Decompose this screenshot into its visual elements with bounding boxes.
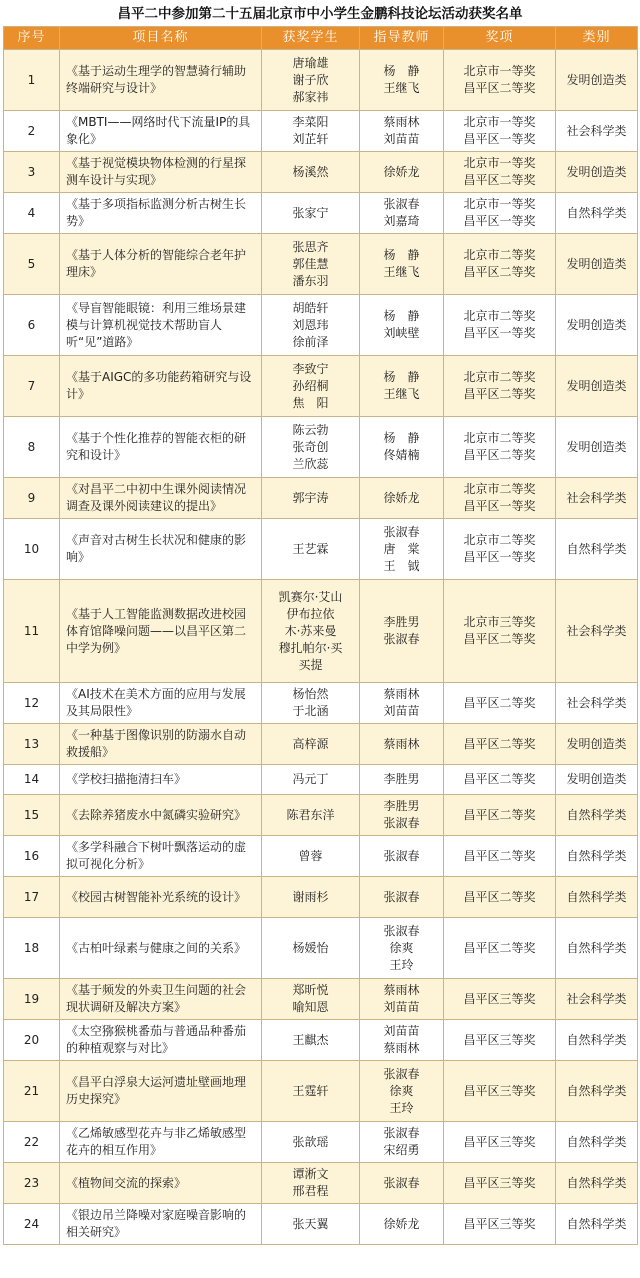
cell-awards	[444, 417, 556, 478]
cell-category: 发明创造类	[556, 765, 638, 795]
award-item: 昌平区一等奖	[463, 132, 536, 146]
cell-project: 《声音对古树生长状况和健康的影响》	[60, 519, 262, 580]
award-item: 昌平区二等奖	[463, 736, 536, 751]
award-table	[3, 26, 638, 1245]
student-name: 陈云勃	[292, 422, 329, 437]
cell-category: 发明创造类	[556, 234, 638, 295]
cell-project: 《多学科融合下树叶飘落运动的虚拟可视化分析》	[60, 836, 262, 877]
student-name: 杨溪然	[292, 164, 329, 179]
table-row	[4, 193, 638, 234]
cell-teachers	[360, 111, 444, 152]
student-name: 王麒杰	[292, 1032, 329, 1047]
cell-students	[262, 724, 360, 765]
award-item: 北京市二等奖	[463, 309, 536, 323]
teacher-name: 徐娇龙	[383, 164, 420, 179]
student-name: 杨怡然	[292, 687, 329, 701]
cell-no: 21	[4, 1061, 60, 1122]
student-name: 杨媛怡	[292, 940, 329, 955]
cell-category: 发明创造类	[556, 356, 638, 417]
teacher-name: 王玲	[389, 957, 414, 972]
award-item: 北京市三等奖	[463, 615, 536, 629]
award-item: 昌平区二等奖	[463, 772, 536, 786]
award-item: 昌平区二等奖	[463, 265, 536, 279]
cell-teachers	[360, 795, 444, 836]
cell-no: 9	[4, 478, 60, 519]
award-item: 北京市二等奖	[463, 431, 536, 445]
cell-students	[262, 111, 360, 152]
cell-no: 15	[4, 795, 60, 836]
award-item: 昌平区一等奖	[463, 326, 536, 340]
teacher-name: 张淑春	[383, 524, 420, 539]
cell-teachers	[360, 234, 444, 295]
student-name: 张歆瑶	[292, 1134, 329, 1149]
cell-category: 社会科学类	[556, 111, 638, 152]
cell-project: 《基于多项指标监测分析古树生长势》	[60, 193, 262, 234]
cell-awards	[444, 683, 556, 724]
table-row	[4, 1122, 638, 1163]
cell-teachers	[360, 1204, 444, 1245]
award-item: 北京市二等奖	[463, 248, 536, 262]
student-name: 郭佳慧	[292, 256, 329, 271]
student-name: 谢子欣	[292, 72, 329, 87]
student-name: 张思齐	[292, 239, 329, 254]
cell-category: 自然科学类	[556, 1020, 638, 1061]
cell-teachers	[360, 580, 444, 683]
cell-no: 10	[4, 519, 60, 580]
award-item: 昌平区二等奖	[463, 889, 536, 904]
teacher-name: 蔡雨林	[383, 115, 420, 129]
cell-project: 《对昌平二中初中生课外阅读情况调查及课外阅读建议的提出》	[60, 478, 262, 519]
student-name: 徐前泽	[292, 334, 329, 349]
student-name: 王霆轩	[292, 1083, 329, 1098]
cell-no: 13	[4, 724, 60, 765]
cell-awards	[444, 234, 556, 295]
table-row	[4, 519, 638, 580]
student-name: 潘东羽	[292, 273, 329, 288]
cell-no: 2	[4, 111, 60, 152]
teacher-name: 蔡雨林	[383, 983, 420, 997]
table-row	[4, 1204, 638, 1245]
cell-project: 《古柏叶绿素与健康之间的关系》	[60, 918, 262, 979]
cell-project: 《基于个性化推荐的智能衣柜的研究和设计》	[60, 417, 262, 478]
cell-category: 自然科学类	[556, 193, 638, 234]
student-name: 张天翼	[292, 1216, 329, 1231]
cell-project: 《AI技术在美术方面的应用与发展及其局限性》	[60, 683, 262, 724]
cell-teachers	[360, 519, 444, 580]
award-item: 昌平区一等奖	[463, 550, 536, 564]
cell-category: 发明创造类	[556, 50, 638, 111]
cell-no: 1	[4, 50, 60, 111]
header-no: 序号	[4, 27, 60, 50]
cell-teachers	[360, 979, 444, 1020]
cell-category: 自然科学类	[556, 918, 638, 979]
cell-category: 自然科学类	[556, 795, 638, 836]
teacher-name: 蔡雨林	[383, 1041, 420, 1055]
table-row	[4, 356, 638, 417]
award-item: 北京市二等奖	[463, 533, 536, 547]
teacher-name: 宋绍勇	[383, 1143, 420, 1157]
table-row	[4, 478, 638, 519]
cell-awards	[444, 152, 556, 193]
table-row	[4, 50, 638, 111]
cell-teachers	[360, 478, 444, 519]
cell-students	[262, 918, 360, 979]
student-name: 凯赛尔·艾山	[278, 589, 343, 604]
teacher-name: 徐爽	[389, 1083, 414, 1098]
student-name: 郭宇涛	[292, 490, 329, 505]
cell-project: 《基于频发的外卖卫生问题的社会现状调研及解决方案》	[60, 979, 262, 1020]
award-item: 昌平区二等奖	[463, 695, 536, 710]
cell-no: 14	[4, 765, 60, 795]
cell-awards	[444, 193, 556, 234]
teacher-name: 王继飞	[383, 387, 420, 401]
cell-project: 《植物间交流的探索》	[60, 1163, 262, 1204]
table-row	[4, 234, 638, 295]
teacher-name: 张淑春	[383, 923, 420, 938]
cell-awards	[444, 1163, 556, 1204]
cell-teachers	[360, 356, 444, 417]
teacher-name: 徐爽	[389, 940, 414, 955]
table-row	[4, 295, 638, 356]
cell-no: 3	[4, 152, 60, 193]
cell-teachers	[360, 1020, 444, 1061]
award-item: 北京市二等奖	[463, 482, 536, 496]
teacher-name: 刘苗苗	[383, 1024, 420, 1038]
cell-awards	[444, 111, 556, 152]
student-name: 买提	[298, 657, 323, 672]
student-name: 孙绍桐	[292, 378, 329, 393]
cell-awards	[444, 478, 556, 519]
table-row	[4, 417, 638, 478]
cell-students	[262, 580, 360, 683]
teacher-name: 李胜男	[383, 615, 420, 629]
award-item: 昌平区二等奖	[463, 387, 536, 401]
cell-no: 8	[4, 417, 60, 478]
teacher-name: 刘苗苗	[383, 132, 420, 146]
teacher-name: 王继飞	[383, 81, 420, 95]
student-name: 胡皓轩	[292, 300, 329, 315]
teacher-name: 刘峡壁	[383, 326, 420, 340]
table-row	[4, 795, 638, 836]
cell-students	[262, 1061, 360, 1122]
cell-teachers	[360, 152, 444, 193]
award-item: 昌平区三等奖	[463, 1175, 536, 1190]
cell-category: 社会科学类	[556, 478, 638, 519]
cell-project: 《基于运动生理学的智慧骑行辅助终端研究与设计》	[60, 50, 262, 111]
cell-teachers	[360, 683, 444, 724]
table-header	[4, 27, 638, 50]
cell-no: 4	[4, 193, 60, 234]
cell-project: 《昌平白浮泉大运河遗址壁画地理历史探究》	[60, 1061, 262, 1122]
student-name: 喻知恩	[292, 1000, 329, 1014]
cell-awards	[444, 50, 556, 111]
student-name: 焦 阳	[292, 395, 329, 410]
cell-awards	[444, 877, 556, 918]
cell-no: 23	[4, 1163, 60, 1204]
student-name: 谭淅文	[292, 1167, 329, 1181]
teacher-name: 杨 静	[383, 64, 420, 78]
cell-no: 12	[4, 683, 60, 724]
teacher-name: 刘苗苗	[383, 1000, 420, 1014]
teacher-name: 蔡雨林	[383, 687, 420, 701]
header-award: 奖项	[444, 27, 556, 50]
cell-no: 24	[4, 1204, 60, 1245]
table-row	[4, 580, 638, 683]
student-name: 刘恩玮	[292, 317, 329, 332]
cell-no: 6	[4, 295, 60, 356]
table-row	[4, 152, 638, 193]
award-item: 北京市一等奖	[463, 64, 536, 78]
award-item: 昌平区一等奖	[463, 214, 536, 228]
cell-students	[262, 234, 360, 295]
student-name: 刘芷轩	[292, 132, 329, 146]
teacher-name: 佟婧楠	[383, 448, 420, 462]
award-item: 昌平区二等奖	[463, 448, 536, 462]
cell-no: 20	[4, 1020, 60, 1061]
student-name: 于北涵	[292, 704, 329, 718]
cell-students	[262, 795, 360, 836]
award-item: 昌平区三等奖	[463, 991, 536, 1006]
student-name: 伊布拉依	[286, 606, 335, 621]
cell-students	[262, 50, 360, 111]
award-item: 北京市一等奖	[463, 156, 536, 170]
cell-no: 17	[4, 877, 60, 918]
cell-category: 社会科学类	[556, 979, 638, 1020]
cell-teachers	[360, 417, 444, 478]
teacher-name: 唐 棠	[383, 541, 420, 556]
award-item: 昌平区二等奖	[463, 81, 536, 95]
cell-awards	[444, 295, 556, 356]
student-name: 张奇创	[292, 439, 329, 454]
cell-category: 自然科学类	[556, 836, 638, 877]
teacher-name: 李胜男	[383, 772, 420, 786]
teacher-name: 杨 静	[383, 370, 420, 384]
award-item: 昌平区三等奖	[463, 1032, 536, 1047]
cell-students	[262, 979, 360, 1020]
cell-awards	[444, 1122, 556, 1163]
award-item: 昌平区三等奖	[463, 1134, 536, 1149]
cell-teachers	[360, 50, 444, 111]
student-name: 曾蓉	[298, 848, 323, 863]
table-row	[4, 918, 638, 979]
teacher-name: 张淑春	[383, 816, 420, 830]
cell-awards	[444, 580, 556, 683]
teacher-name: 杨 静	[383, 248, 420, 262]
cell-category: 自然科学类	[556, 1122, 638, 1163]
cell-awards	[444, 1204, 556, 1245]
cell-awards	[444, 1061, 556, 1122]
student-name: 谢雨杉	[292, 889, 329, 904]
table-row	[4, 979, 638, 1020]
student-name: 唐瑜雄	[292, 55, 329, 70]
student-name: 王艺霖	[292, 541, 329, 556]
cell-project: 《去除养猪废水中氮磷实验研究》	[60, 795, 262, 836]
cell-no: 11	[4, 580, 60, 683]
cell-teachers	[360, 724, 444, 765]
table-row	[4, 1163, 638, 1204]
award-item: 昌平区三等奖	[463, 1083, 536, 1098]
teacher-name: 徐娇龙	[383, 1216, 420, 1231]
cell-project: 《学校扫描拖清扫车》	[60, 765, 262, 795]
student-name: 陈君东洋	[286, 807, 335, 822]
header-teachers: 指导教师	[360, 27, 444, 50]
cell-students	[262, 152, 360, 193]
cell-category: 自然科学类	[556, 1061, 638, 1122]
cell-awards	[444, 356, 556, 417]
cell-students	[262, 478, 360, 519]
table-row	[4, 111, 638, 152]
cell-category: 发明创造类	[556, 417, 638, 478]
cell-teachers	[360, 836, 444, 877]
award-item: 昌平区二等奖	[463, 848, 536, 863]
teacher-name: 蔡雨林	[383, 736, 420, 751]
cell-awards	[444, 1020, 556, 1061]
table-row	[4, 1020, 638, 1061]
student-name: 李致宁	[292, 361, 329, 376]
cell-category: 发明创造类	[556, 152, 638, 193]
table-row	[4, 765, 638, 795]
cell-teachers	[360, 918, 444, 979]
cell-students	[262, 417, 360, 478]
cell-project: 《MBTI——网络时代下流量IP的具象化》	[60, 111, 262, 152]
table-body	[4, 50, 638, 1245]
cell-students	[262, 1163, 360, 1204]
cell-project: 《基于AIGC的多功能药箱研究与设计》	[60, 356, 262, 417]
award-item: 北京市一等奖	[463, 197, 536, 211]
cell-awards	[444, 836, 556, 877]
teacher-name: 杨 静	[383, 309, 420, 323]
award-item: 昌平区一等奖	[463, 499, 536, 513]
student-name: 李菜阳	[292, 115, 329, 129]
header-category: 类别	[556, 27, 638, 50]
cell-teachers	[360, 1122, 444, 1163]
cell-students	[262, 1204, 360, 1245]
teacher-name: 张淑春	[383, 632, 420, 646]
cell-no: 18	[4, 918, 60, 979]
teacher-name: 刘苗苗	[383, 704, 420, 718]
student-name: 张家宁	[292, 205, 329, 220]
cell-students	[262, 1122, 360, 1163]
cell-category: 社会科学类	[556, 580, 638, 683]
cell-teachers	[360, 1163, 444, 1204]
award-item: 昌平区二等奖	[463, 632, 536, 646]
award-item: 昌平区二等奖	[463, 940, 536, 955]
cell-students	[262, 519, 360, 580]
award-item: 北京市二等奖	[463, 370, 536, 384]
cell-project: 《乙烯敏感型花卉与非乙烯敏感型花卉的相互作用》	[60, 1122, 262, 1163]
student-name: 冯元丁	[292, 772, 329, 786]
cell-project: 《导盲智能眼镜：利用三维场景建模与计算机视觉技术帮助盲人听“见”道路》	[60, 295, 262, 356]
cell-teachers	[360, 877, 444, 918]
teacher-name: 张淑春	[383, 1175, 420, 1190]
cell-category: 自然科学类	[556, 519, 638, 580]
cell-project: 《基于人体分析的智能综合老年护理床》	[60, 234, 262, 295]
cell-students	[262, 836, 360, 877]
table-row	[4, 836, 638, 877]
student-name: 高梓源	[292, 736, 329, 751]
teacher-name: 王继飞	[383, 265, 420, 279]
award-item: 北京市一等奖	[463, 115, 536, 129]
cell-project: 《太空猕猴桃番茄与普通品种番茄的种植观察与对比》	[60, 1020, 262, 1061]
cell-category: 自然科学类	[556, 1163, 638, 1204]
award-item: 昌平区三等奖	[463, 1216, 536, 1231]
cell-project: 《基于视觉模块物体检测的行星探测车设计与实现》	[60, 152, 262, 193]
cell-awards	[444, 979, 556, 1020]
cell-no: 22	[4, 1122, 60, 1163]
teacher-name: 杨 静	[383, 431, 420, 445]
cell-project: 《一种基于图像识别的防溺水自动救援船》	[60, 724, 262, 765]
teacher-name: 王 钺	[383, 558, 420, 573]
cell-no: 16	[4, 836, 60, 877]
student-name: 邢君程	[292, 1184, 329, 1198]
cell-awards	[444, 918, 556, 979]
cell-students	[262, 193, 360, 234]
teacher-name: 徐娇龙	[383, 490, 420, 505]
cell-category: 自然科学类	[556, 1204, 638, 1245]
cell-category: 社会科学类	[556, 683, 638, 724]
table-row	[4, 877, 638, 918]
header-students: 获奖学生	[262, 27, 360, 50]
table-row	[4, 1061, 638, 1122]
cell-category: 发明创造类	[556, 724, 638, 765]
cell-category: 自然科学类	[556, 877, 638, 918]
cell-teachers	[360, 193, 444, 234]
cell-students	[262, 877, 360, 918]
teacher-name: 张淑春	[383, 1126, 420, 1140]
cell-no: 7	[4, 356, 60, 417]
table-row	[4, 724, 638, 765]
cell-no: 5	[4, 234, 60, 295]
teacher-name: 张淑春	[383, 889, 420, 904]
award-item: 昌平区二等奖	[463, 807, 536, 822]
student-name: 木·苏来曼	[284, 623, 337, 638]
teacher-name: 张淑春	[383, 848, 420, 863]
cell-students	[262, 295, 360, 356]
cell-project: 《校园古树智能补光系统的设计》	[60, 877, 262, 918]
cell-awards	[444, 765, 556, 795]
award-item: 昌平区二等奖	[463, 173, 536, 187]
teacher-name: 张淑春	[383, 197, 420, 211]
student-name: 穆扎帕尔·买	[278, 640, 343, 655]
cell-teachers	[360, 295, 444, 356]
cell-project: 《银边吊兰降噪对家庭噪音影响的相关研究》	[60, 1204, 262, 1245]
cell-no: 19	[4, 979, 60, 1020]
teacher-name: 刘嘉琦	[383, 214, 420, 228]
cell-students	[262, 683, 360, 724]
cell-project: 《基于人工智能监测数据改进校园体育馆降噪问题——以昌平区第二中学为例》	[60, 580, 262, 683]
cell-awards	[444, 724, 556, 765]
cell-awards	[444, 519, 556, 580]
cell-category: 发明创造类	[556, 295, 638, 356]
header-project: 项目名称	[60, 27, 262, 50]
student-name: 郑昕悦	[292, 983, 329, 997]
student-name: 郝家祎	[292, 89, 329, 104]
cell-teachers	[360, 765, 444, 795]
cell-students	[262, 356, 360, 417]
teacher-name: 王玲	[389, 1100, 414, 1115]
teacher-name: 张淑春	[383, 1066, 420, 1081]
table-row	[4, 683, 638, 724]
cell-students	[262, 1020, 360, 1061]
page-title: 昌平二中参加第二十五届北京市中小学生金鹏科技论坛活动获奖名单	[117, 6, 523, 22]
teacher-name: 李胜男	[383, 799, 420, 813]
cell-teachers	[360, 1061, 444, 1122]
student-name: 兰欣蕊	[292, 456, 329, 471]
cell-awards	[444, 795, 556, 836]
cell-students	[262, 765, 360, 795]
